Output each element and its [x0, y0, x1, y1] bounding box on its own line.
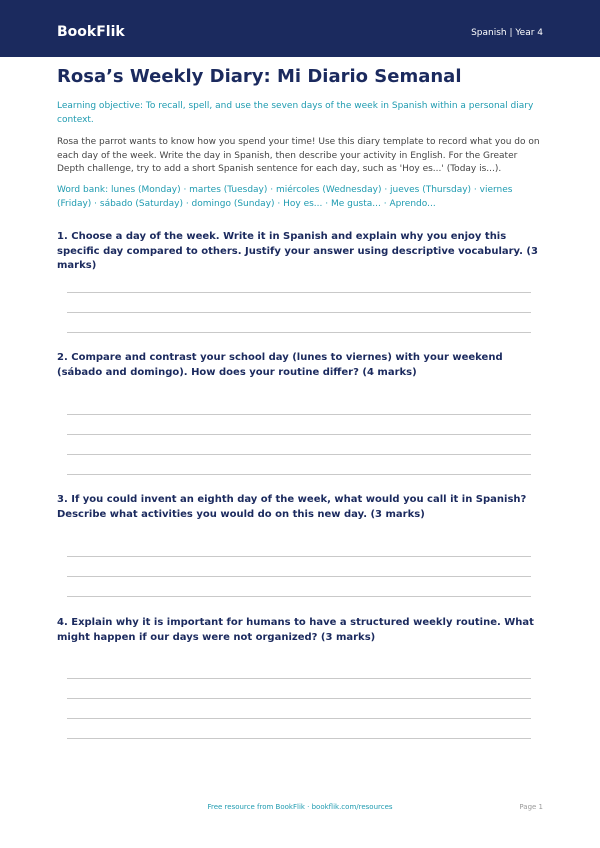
- answer-line[interactable]: [67, 454, 531, 455]
- answer-line[interactable]: [67, 556, 531, 557]
- learning-objective: Learning objective: To recall, spell, and use the seven days of the week in Spanish within a personal diary context.: [57, 101, 534, 125]
- answer-line[interactable]: [67, 738, 531, 739]
- answer-line[interactable]: [67, 698, 531, 699]
- subject-year-label: Spanish | Year 4: [471, 28, 543, 38]
- brand-logo: BookFlik: [57, 24, 125, 40]
- answer-line[interactable]: [67, 474, 531, 475]
- page-number: Page 1: [519, 803, 543, 811]
- answer-line[interactable]: [67, 414, 531, 415]
- answer-line[interactable]: [67, 332, 531, 333]
- word-bank: Word bank: lunes (Monday) · martes (Tuesday) · miércoles (Wednesday) · jueves (Thursday) · viernes (Friday) · sábado (Saturday) · domingo (Sunday) · Hoy es... · Me gusta... · Aprendo...: [57, 185, 513, 209]
- answer-line[interactable]: [67, 596, 531, 597]
- intro-paragraph: Rosa the parrot wants to know how you spend your time! Use this diary template to record what you do on each day of the week. Write the day in Spanish, then describe your activity in English. For the Greater Depth challenge, try to add a short Spanish sentence for each day, such as 'Hoy es...' (Today is...).: [57, 137, 540, 174]
- question-text: 3. If you could invent an eighth day of the week, what would you call it in Spanish? Describe what activities you would do on this new day. (3 marks): [57, 494, 527, 520]
- answer-line[interactable]: [67, 718, 531, 719]
- question-text: 1. Choose a day of the week. Write it in Spanish and explain why you enjoy this specific day compared to others. Justify your answer using descriptive vocabulary. (3 marks): [57, 231, 538, 271]
- answer-line[interactable]: [67, 292, 531, 293]
- page-title: Rosa’s Weekly Diary: Mi Diario Semanal: [57, 66, 462, 87]
- footer-source-link[interactable]: Free resource from BookFlik · bookflik.com/resources: [207, 803, 393, 811]
- question-text: 2. Compare and contrast your school day (lunes to viernes) with your weekend (sábado and domingo). How does your routine differ? (4 marks): [57, 352, 503, 378]
- header-bar: [0, 0, 600, 57]
- question-text: 4. Explain why it is important for humans to have a structured weekly routine. What might happen if our days were not organized? (3 marks): [57, 617, 534, 643]
- answer-line[interactable]: [67, 434, 531, 435]
- answer-line[interactable]: [67, 576, 531, 577]
- answer-line[interactable]: [67, 678, 531, 679]
- answer-line[interactable]: [67, 312, 531, 313]
